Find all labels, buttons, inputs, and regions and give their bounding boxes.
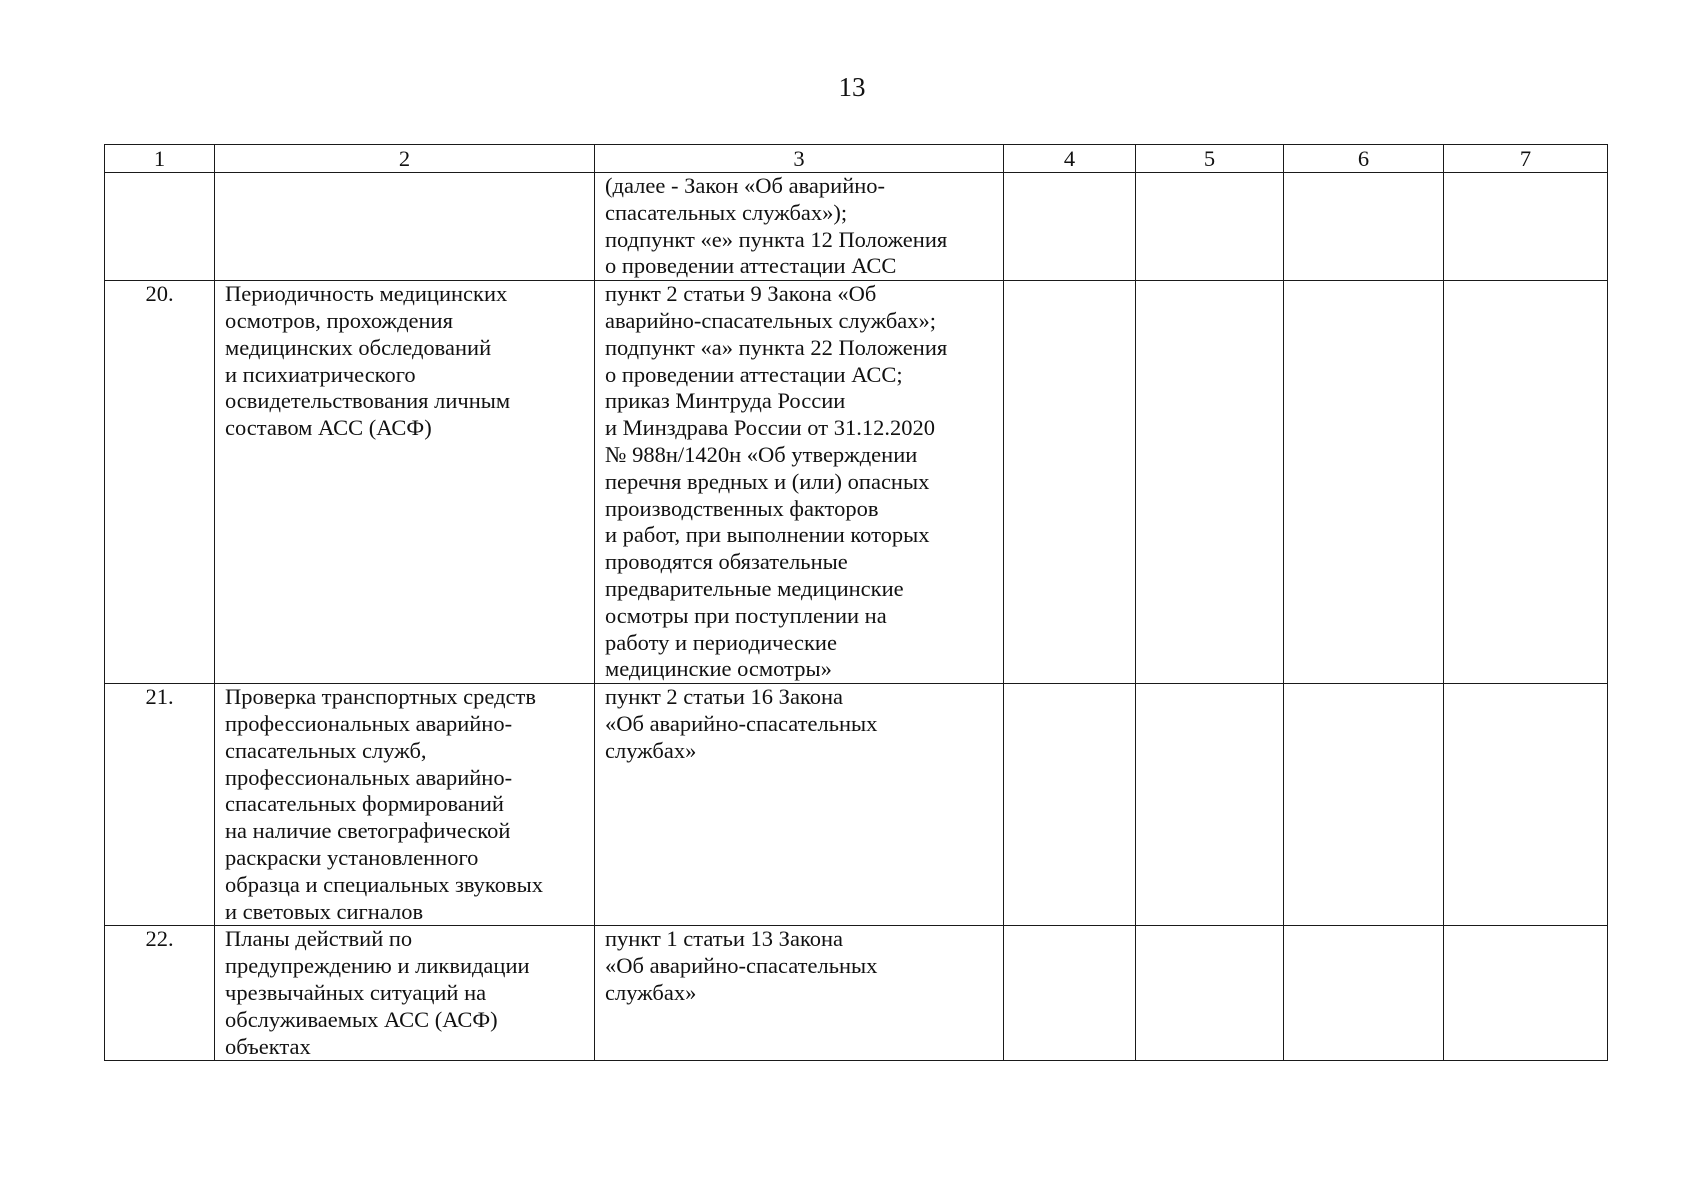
cell-text-line: подпункт «а» пункта 22 Положения xyxy=(605,334,948,360)
row-number xyxy=(105,173,215,281)
cell-text-line: производственных факторов xyxy=(605,495,879,521)
requirement-cell xyxy=(215,684,595,926)
cell-text-line: раскраски установленного xyxy=(225,844,479,870)
header-cell-6: 6 xyxy=(1284,145,1444,173)
header-cell-7: 7 xyxy=(1444,145,1608,173)
row-number: 20. xyxy=(105,281,215,684)
empty-cell-col5 xyxy=(1136,281,1284,684)
cell-text-line: пункт 2 статьи 9 Закона «Об xyxy=(605,281,877,307)
requirement-cell xyxy=(215,173,595,281)
table-row xyxy=(105,926,1608,1061)
cell-text-line: проводятся обязательные xyxy=(605,549,848,575)
cell-text-line: освидетельствования личным xyxy=(225,388,511,414)
empty-cell-col6 xyxy=(1284,173,1444,281)
cell-text-line: перечня вредных и (или) опасных xyxy=(605,468,930,494)
requirements-table xyxy=(104,144,1608,1061)
empty-cell-col5 xyxy=(1136,926,1284,1061)
empty-cell-col4 xyxy=(1004,684,1136,926)
cell-text-line: № 988н/1420н «Об утверждении xyxy=(605,441,918,467)
cell-text-line: Проверка транспортных средств xyxy=(225,684,536,710)
legal-basis-cell xyxy=(595,684,1004,926)
row-number: 22. xyxy=(105,926,215,1061)
requirement-cell xyxy=(215,926,595,1061)
cell-text-line: профессиональных аварийно- xyxy=(225,764,513,790)
cell-text-line: и Минздрава России от 31.12.2020 xyxy=(605,415,935,441)
cell-text-line: составом АСС (АСФ) xyxy=(225,415,432,441)
empty-cell-col4 xyxy=(1004,926,1136,1061)
cell-text-line: обслуживаемых АСС (АСФ) xyxy=(225,1006,498,1032)
cell-text-line: объектах xyxy=(225,1033,311,1059)
cell-text-line: спасательных формирований xyxy=(225,791,504,817)
cell-text-line: медицинские осмотры» xyxy=(605,656,832,682)
cell-text-line: и психиатрического xyxy=(225,361,416,387)
empty-cell-col7 xyxy=(1444,281,1608,684)
empty-cell-col5 xyxy=(1136,173,1284,281)
cell-text-line: образца и специальных звуковых xyxy=(225,871,543,897)
cell-text-line: спасательных службах»); xyxy=(605,199,848,225)
table-row xyxy=(105,173,1608,281)
legal-basis-cell xyxy=(595,926,1004,1061)
cell-text-line: приказ Минтруда России xyxy=(605,388,846,414)
empty-cell-col5 xyxy=(1136,684,1284,926)
legal-basis-cell xyxy=(595,281,1004,684)
empty-cell-col7 xyxy=(1444,926,1608,1061)
cell-text-line: аварийно-спасательных службах»; xyxy=(605,307,937,333)
cell-text-line: предварительные медицинские xyxy=(605,575,904,601)
empty-cell-col6 xyxy=(1284,684,1444,926)
empty-cell-col4 xyxy=(1004,173,1136,281)
cell-text-line: «Об аварийно-спасательных xyxy=(605,710,878,736)
page-number: 13 xyxy=(838,72,866,102)
cell-text-line: спасательных служб, xyxy=(225,737,427,763)
header-cell-1: 1 xyxy=(105,145,215,173)
cell-text-line: медицинских обследований xyxy=(225,334,492,360)
cell-text-line: о проведении аттестации АСС; xyxy=(605,361,903,387)
empty-cell-col7 xyxy=(1444,684,1608,926)
cell-text-line: чрезвычайных ситуаций на xyxy=(225,979,487,1005)
cell-text-line: предупреждению и ликвидации xyxy=(225,953,530,979)
cell-text-line: и работ, при выполнении которых xyxy=(605,522,930,548)
cell-text-line: пункт 1 статьи 13 Закона xyxy=(605,926,844,952)
cell-text-line: осмотров, прохождения xyxy=(225,307,453,333)
cell-text-line: Периодичность медицинских xyxy=(225,281,508,307)
table-row xyxy=(105,684,1608,926)
header-cell-2: 2 xyxy=(215,145,595,173)
header-cell-5: 5 xyxy=(1136,145,1284,173)
empty-cell-col6 xyxy=(1284,281,1444,684)
header-cell-4: 4 xyxy=(1004,145,1136,173)
cell-text-line: о проведении аттестации АСС xyxy=(605,253,897,279)
cell-text-line: пункт 2 статьи 16 Закона xyxy=(605,684,844,710)
cell-text-line: на наличие светографической xyxy=(225,818,511,844)
empty-cell-col7 xyxy=(1444,173,1608,281)
cell-text-line: подпункт «е» пункта 12 Положения xyxy=(605,226,948,252)
header-row xyxy=(105,145,1608,173)
cell-text-line: профессиональных аварийно- xyxy=(225,710,513,736)
cell-text-line: (далее - Закон «Об аварийно- xyxy=(605,173,886,198)
table-row xyxy=(105,281,1608,684)
cell-text-line: службах» xyxy=(605,737,697,763)
header-cell-3: 3 xyxy=(595,145,1004,173)
cell-text-line: службах» xyxy=(605,979,697,1005)
cell-text-line: и световых сигналов xyxy=(225,898,424,924)
requirement-cell xyxy=(215,281,595,684)
cell-text-line: осмотры при поступлении на xyxy=(605,602,887,628)
legal-basis-cell xyxy=(595,173,1004,281)
cell-text-line: работу и периодические xyxy=(605,629,837,655)
empty-cell-col4 xyxy=(1004,281,1136,684)
cell-text-line: Планы действий по xyxy=(225,926,413,952)
row-number: 21. xyxy=(105,684,215,926)
cell-text-line: «Об аварийно-спасательных xyxy=(605,953,878,979)
empty-cell-col6 xyxy=(1284,926,1444,1061)
